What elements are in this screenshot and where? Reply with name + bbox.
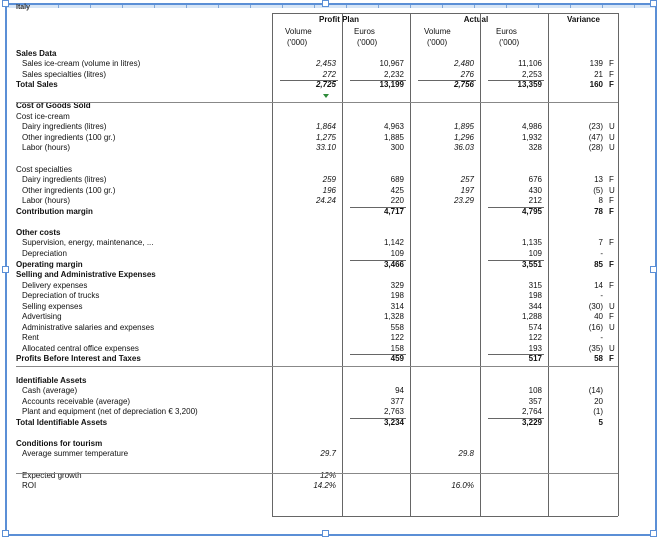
row-label: Expected growth bbox=[22, 470, 82, 480]
row-label: Identifiable Assets bbox=[16, 375, 87, 385]
header-actual: Actual bbox=[463, 15, 489, 24]
variance-flag: F bbox=[609, 280, 614, 290]
row-label: Plant and equipment (net of depreciation € 3,200) bbox=[22, 407, 198, 417]
plan-euros: 425 bbox=[390, 185, 404, 195]
actual-volume: 16.0% bbox=[451, 481, 474, 491]
row-label: Total Identifiable Assets bbox=[16, 417, 108, 427]
variance-value: 160 bbox=[589, 80, 603, 90]
subtotal-rule bbox=[350, 80, 406, 81]
variance-value: (16) bbox=[588, 322, 603, 332]
table-bottom-rule bbox=[272, 516, 618, 517]
sheet-title-fragment: Italy bbox=[16, 4, 31, 11]
plan-euros: 459 bbox=[390, 354, 404, 364]
variance-flag: U bbox=[609, 185, 615, 195]
plan-euros: 4,963 bbox=[383, 122, 404, 132]
plan-euros: 314 bbox=[390, 301, 404, 311]
plan-volume: 24.24 bbox=[315, 196, 336, 206]
actual-volume: 1,895 bbox=[453, 122, 474, 132]
plan-volume: 259 bbox=[322, 175, 336, 185]
row-label: Profits Before Interest and Taxes bbox=[16, 354, 141, 364]
variance-value: (23) bbox=[588, 122, 603, 132]
actual-euros: 108 bbox=[528, 386, 542, 396]
variance-value: (47) bbox=[588, 132, 603, 142]
actual-euros: 574 bbox=[528, 322, 542, 332]
actual-volume: 29.8 bbox=[458, 449, 474, 459]
plan-volume: 196 bbox=[322, 185, 336, 195]
plan-volume: 29.7 bbox=[320, 449, 336, 459]
plan-volume: 2,453 bbox=[315, 59, 336, 69]
variance-value: (5) bbox=[593, 185, 603, 195]
variance-flag: F bbox=[609, 206, 614, 216]
actual-euros: 1,135 bbox=[521, 238, 542, 248]
actual-euros: 198 bbox=[528, 291, 542, 301]
subtotal-rule bbox=[350, 418, 406, 419]
row-label: Selling expenses bbox=[22, 301, 83, 311]
row-label: Sales Data bbox=[16, 48, 57, 58]
variance-value: 20 bbox=[594, 396, 603, 406]
actual-euros: 2,253 bbox=[521, 69, 542, 79]
variance-flag: F bbox=[609, 175, 614, 185]
row-label: Sales ice-cream (volume in litres) bbox=[22, 59, 141, 69]
header-top-rule bbox=[272, 13, 618, 14]
row-label: Labor (hours) bbox=[22, 143, 71, 153]
plan-volume: 2,725 bbox=[315, 80, 336, 90]
variance-value: (35) bbox=[588, 343, 603, 353]
header-volume-actual: Volume bbox=[424, 27, 451, 36]
variance-flag: U bbox=[609, 322, 615, 332]
header-thousands-4: ('000) bbox=[499, 38, 520, 47]
row-label: Total Sales bbox=[16, 80, 58, 90]
row-label: Depreciation bbox=[22, 248, 67, 258]
row-label: Other costs bbox=[16, 227, 61, 237]
plan-euros: 220 bbox=[390, 196, 404, 206]
plan-euros: 2,763 bbox=[383, 407, 404, 417]
variance-value: (1) bbox=[593, 407, 603, 417]
plan-euros: 13,199 bbox=[379, 80, 404, 90]
section-rule bbox=[16, 366, 618, 367]
variance-flag: F bbox=[609, 196, 614, 206]
row-label: Contribution margin bbox=[16, 206, 93, 216]
subtotal-rule bbox=[280, 80, 338, 81]
actual-euros: 676 bbox=[528, 175, 542, 185]
row-label: Conditions for tourism bbox=[16, 438, 103, 448]
row-label: Supervision, energy, maintenance, ... bbox=[22, 238, 154, 248]
row-label: Dairy ingredients (litres) bbox=[22, 122, 107, 132]
header-volume-plan: Volume bbox=[285, 27, 312, 36]
row-label: Allocated central office expenses bbox=[22, 343, 139, 353]
variance-value: 78 bbox=[594, 206, 603, 216]
variance-value: - bbox=[600, 291, 603, 301]
resize-handle[interactable] bbox=[2, 266, 9, 273]
subtotal-rule bbox=[350, 207, 406, 208]
plan-euros: 3,466 bbox=[383, 259, 404, 269]
actual-euros: 3,551 bbox=[521, 259, 542, 269]
variance-value: - bbox=[600, 248, 603, 258]
plan-euros: 300 bbox=[390, 143, 404, 153]
variance-value: 14 bbox=[594, 280, 603, 290]
actual-euros: 357 bbox=[528, 396, 542, 406]
variance-value: - bbox=[600, 333, 603, 343]
row-label: Other ingredients (100 gr.) bbox=[22, 185, 116, 195]
plan-euros: 10,967 bbox=[379, 59, 404, 69]
plan-euros: 689 bbox=[390, 175, 404, 185]
actual-euros: 430 bbox=[528, 185, 542, 195]
plan-euros: 94 bbox=[395, 386, 404, 396]
actual-volume: 36.03 bbox=[453, 143, 474, 153]
actual-euros: 4,986 bbox=[521, 122, 542, 132]
row-label: Cost of Goods Sold bbox=[16, 101, 91, 111]
row-label: Cash (average) bbox=[22, 386, 78, 396]
actual-euros: 3,229 bbox=[521, 417, 542, 427]
variance-value: 7 bbox=[598, 238, 603, 248]
variance-flag: U bbox=[609, 122, 615, 132]
row-label: Operating margin bbox=[16, 259, 83, 269]
header-euros-actual: Euros bbox=[496, 27, 517, 36]
actual-volume: 2,480 bbox=[453, 59, 474, 69]
row-label: Accounts receivable (average) bbox=[22, 396, 131, 406]
header-thousands-2: ('000) bbox=[357, 38, 378, 47]
resize-handle[interactable] bbox=[650, 266, 657, 273]
actual-euros: 315 bbox=[528, 280, 542, 290]
comment-indicator-icon bbox=[323, 94, 329, 98]
row-label: Cost specialties bbox=[16, 164, 73, 174]
actual-euros: 109 bbox=[528, 248, 542, 258]
variance-value: (28) bbox=[588, 143, 603, 153]
header-variance: Variance bbox=[567, 15, 600, 24]
plan-euros: 1,885 bbox=[383, 132, 404, 142]
subtotal-rule bbox=[350, 354, 406, 355]
variance-flag: U bbox=[609, 343, 615, 353]
plan-euros: 3,234 bbox=[383, 417, 404, 427]
actual-euros: 122 bbox=[528, 333, 542, 343]
resize-handle[interactable] bbox=[2, 530, 9, 537]
row-label: Sales specialties (litres) bbox=[22, 69, 107, 79]
section-rule bbox=[16, 102, 618, 103]
variance-flag: F bbox=[609, 312, 614, 322]
row-label: Average summer temperature bbox=[22, 449, 129, 459]
plan-volume: 1,864 bbox=[315, 122, 336, 132]
variance-flag: F bbox=[609, 259, 614, 269]
header-thousands-1: ('000) bbox=[287, 38, 308, 47]
row-label: Labor (hours) bbox=[22, 196, 71, 206]
variance-flag: F bbox=[609, 238, 614, 248]
row-label: Dairy ingredients (litres) bbox=[22, 175, 107, 185]
actual-euros: 4,795 bbox=[521, 206, 542, 216]
header-euros-plan: Euros bbox=[354, 27, 375, 36]
actual-euros: 11,106 bbox=[518, 59, 542, 69]
variance-flag: F bbox=[609, 69, 614, 79]
actual-euros: 328 bbox=[528, 143, 542, 153]
row-label: Rent bbox=[22, 333, 39, 343]
actual-euros: 517 bbox=[528, 354, 542, 364]
variance-value: 21 bbox=[594, 69, 603, 79]
actual-euros: 193 bbox=[528, 343, 542, 353]
variance-flag: U bbox=[609, 132, 615, 142]
variance-value: 58 bbox=[594, 354, 603, 364]
plan-volume: 14.2% bbox=[313, 481, 336, 491]
actual-euros: 1,288 bbox=[521, 312, 542, 322]
actual-euros: 1,932 bbox=[521, 132, 542, 142]
row-label: Administrative salaries and expenses bbox=[22, 322, 155, 332]
actual-volume: 257 bbox=[460, 175, 474, 185]
resize-handle[interactable] bbox=[322, 530, 329, 537]
variance-value: 85 bbox=[594, 259, 603, 269]
plan-volume: 272 bbox=[322, 69, 336, 79]
variance-flag: F bbox=[609, 59, 614, 69]
plan-euros: 109 bbox=[390, 248, 404, 258]
resize-handle[interactable] bbox=[650, 530, 657, 537]
plan-volume: 33.10 bbox=[315, 143, 336, 153]
actual-euros: 212 bbox=[528, 196, 542, 206]
variance-value: (14) bbox=[588, 386, 603, 396]
plan-euros: 1,142 bbox=[383, 238, 404, 248]
variance-flag: F bbox=[609, 354, 614, 364]
variance-value: (30) bbox=[588, 301, 603, 311]
subtotal-rule bbox=[418, 80, 476, 81]
subtotal-rule bbox=[488, 418, 544, 419]
subtotal-rule bbox=[488, 207, 544, 208]
variance-flag: U bbox=[609, 301, 615, 311]
resize-handle[interactable] bbox=[650, 0, 657, 7]
header-thousands-3: ('000) bbox=[427, 38, 448, 47]
subtotal-rule bbox=[488, 354, 544, 355]
resize-handle[interactable] bbox=[2, 0, 9, 7]
actual-volume: 276 bbox=[460, 69, 474, 79]
plan-euros: 122 bbox=[390, 333, 404, 343]
actual-euros: 2,764 bbox=[521, 407, 542, 417]
plan-euros: 1,328 bbox=[383, 312, 404, 322]
plan-euros: 4,717 bbox=[383, 206, 404, 216]
plan-volume: 12% bbox=[319, 470, 336, 480]
header-profit-plan: Profit Plan bbox=[318, 15, 359, 24]
actual-volume: 197 bbox=[460, 185, 474, 195]
subtotal-rule bbox=[350, 260, 406, 261]
row-label: Selling and Administrative Expenses bbox=[16, 270, 156, 280]
actual-volume: 23.29 bbox=[453, 196, 474, 206]
variance-value: 8 bbox=[598, 196, 603, 206]
variance-value: 139 bbox=[589, 59, 603, 69]
section-rule bbox=[16, 473, 618, 474]
actual-volume: 1,296 bbox=[453, 132, 474, 142]
plan-euros: 2,232 bbox=[383, 69, 404, 79]
row-label: Delivery expenses bbox=[22, 280, 88, 290]
actual-euros: 13,359 bbox=[517, 80, 542, 90]
actual-volume: 2,756 bbox=[453, 80, 474, 90]
subtotal-rule bbox=[488, 80, 544, 81]
plan-euros: 158 bbox=[390, 343, 404, 353]
plan-euros: 377 bbox=[390, 396, 404, 406]
actual-euros: 344 bbox=[528, 301, 542, 311]
plan-euros: 198 bbox=[390, 291, 404, 301]
row-label: Cost ice-cream bbox=[16, 111, 70, 121]
plan-euros: 558 bbox=[390, 322, 404, 332]
plan-euros: 329 bbox=[390, 280, 404, 290]
row-label: Other ingredients (100 gr.) bbox=[22, 132, 116, 142]
row-label: ROI bbox=[22, 481, 37, 491]
row-label: Advertising bbox=[22, 312, 62, 322]
subtotal-rule bbox=[488, 260, 544, 261]
variance-value: 5 bbox=[598, 417, 603, 427]
plan-volume: 1,275 bbox=[315, 132, 336, 142]
variance-value: 13 bbox=[594, 175, 603, 185]
variance-flag: F bbox=[609, 80, 614, 90]
resize-handle[interactable] bbox=[322, 0, 329, 7]
variance-flag: U bbox=[609, 143, 615, 153]
row-label: Depreciation of trucks bbox=[22, 291, 100, 301]
variance-value: 40 bbox=[594, 312, 603, 322]
column-rule bbox=[618, 13, 619, 516]
